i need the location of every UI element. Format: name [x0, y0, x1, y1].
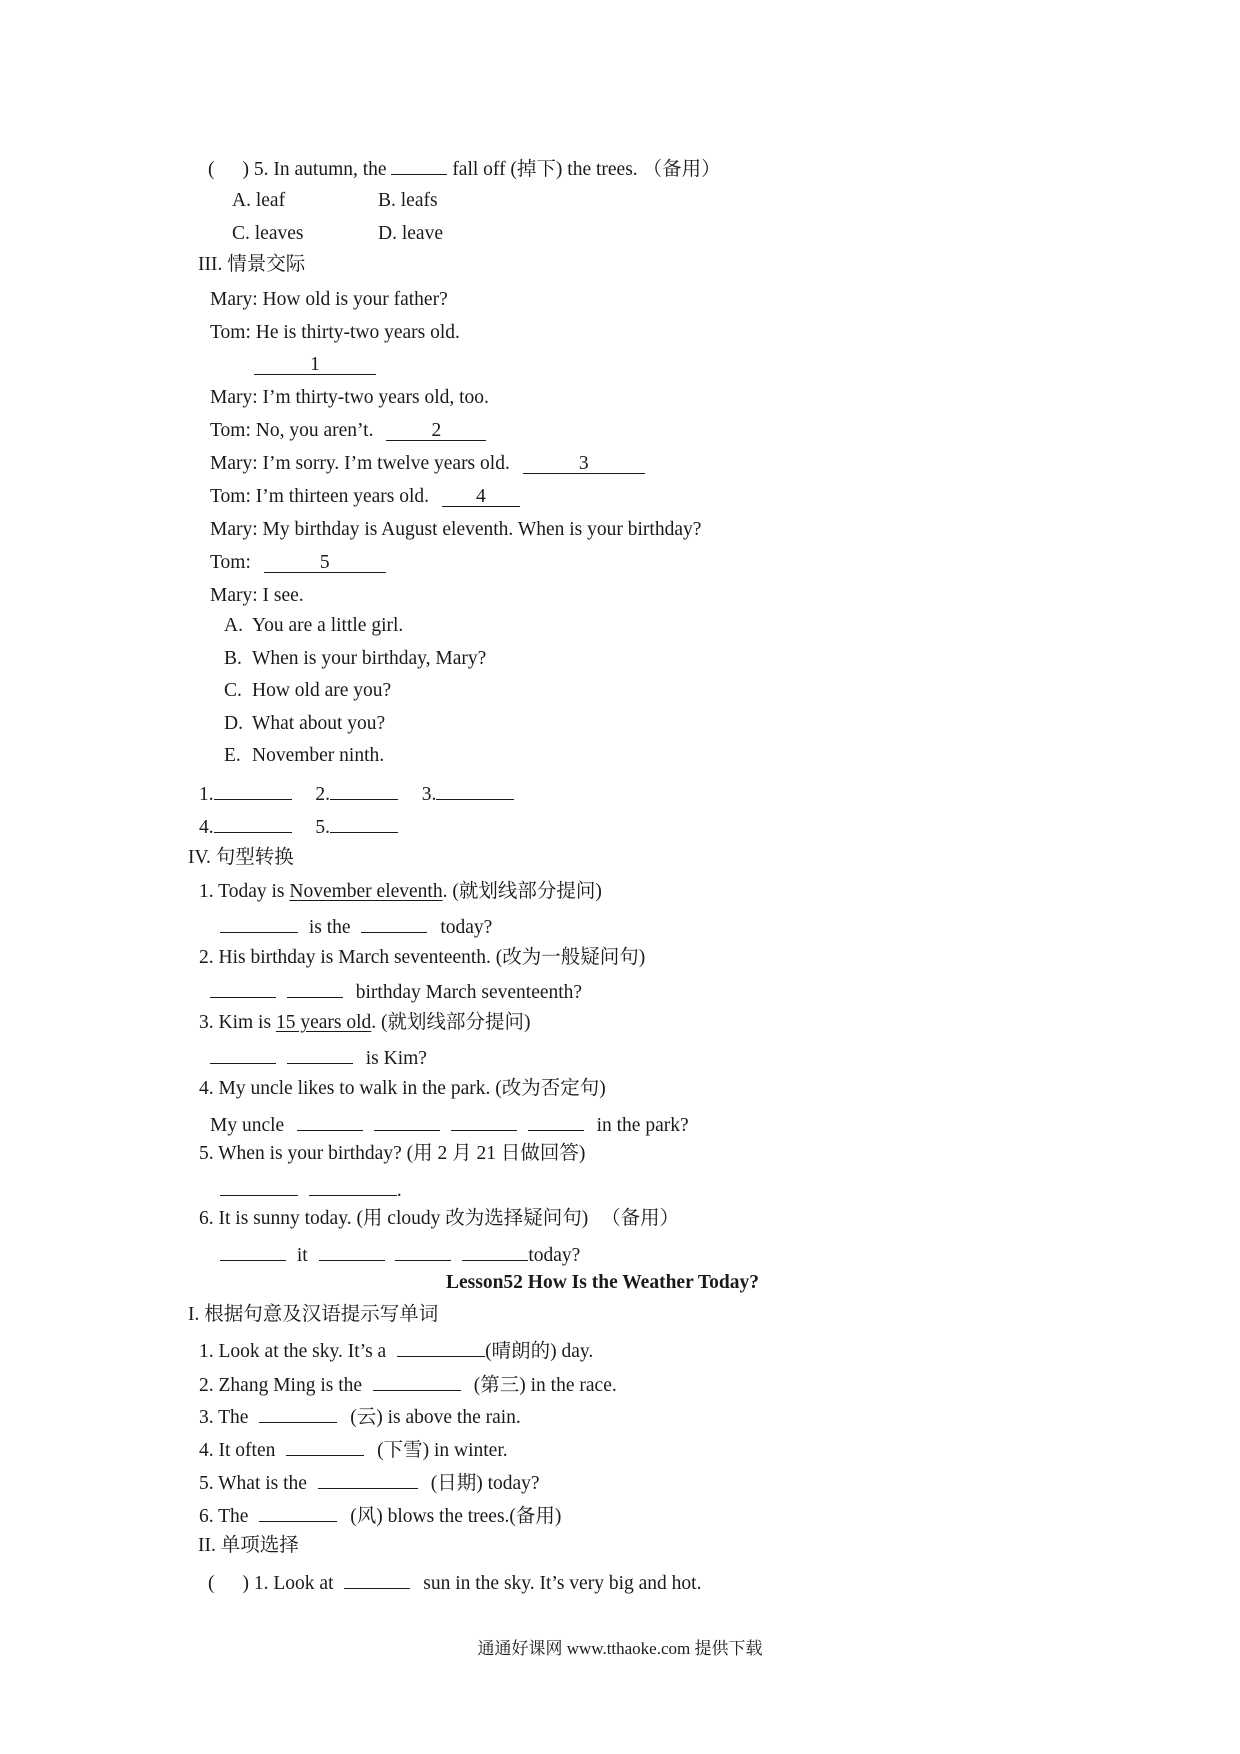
transform-q5: 5. When is your birthday? (用 2 月 21 日做回答) [199, 1143, 586, 1164]
transform-q1-answer: is the today? [220, 912, 492, 941]
answer-blank-1[interactable] [214, 779, 292, 800]
transform-q3: 3. Kim is 15 years old. (就划线部分提问) [199, 1012, 531, 1033]
dialog-line-6: Tom: I’m thirteen years old. 4 [210, 484, 520, 510]
paren-close: ) [242, 159, 249, 180]
dialog-line-9: Mary: I see. [210, 585, 304, 606]
dialog-line-8: Tom: 5 [210, 550, 386, 576]
dialog-line-2: Tom: He is thirty-two years old. [210, 322, 460, 343]
blank-5[interactable]: 5 [264, 552, 386, 573]
question-text-b: fall off (掉下) the trees. [452, 159, 638, 180]
answer-blank[interactable] [391, 154, 447, 175]
transform-q4: 4. My uncle likes to walk in the park. (改为否定句) [199, 1078, 606, 1099]
transform-q3-answer: is Kim? [210, 1043, 427, 1072]
answer-blank-2[interactable] [330, 779, 398, 800]
answer-blank-3[interactable] [436, 779, 514, 800]
option-a: A. leaf [232, 190, 286, 211]
answer-blank-5[interactable] [330, 812, 398, 833]
option-b: B. leafs [378, 190, 438, 211]
transform-q2: 2. His birthday is March seventeenth. (改为一般疑问句) [199, 947, 646, 968]
choice-e: E. November ninth. [224, 745, 385, 766]
transform-q5-answer: . [220, 1175, 402, 1204]
dialog-line-1: Mary: How old is your father? [210, 289, 448, 310]
section-4-heading: IV. 句型转换 [188, 847, 294, 868]
dialog-line-5: Mary: I’m sorry. I’m twelve years old. 3 [210, 451, 645, 477]
lesson-title: Lesson52 How Is the Weather Today? [446, 1272, 759, 1293]
option-d: D. leave [378, 223, 443, 244]
word-q5: 5. What is the (日期) today? [199, 1468, 540, 1497]
question-text-a: In autumn, the [273, 159, 387, 180]
choice-a: A. You are a little girl. [224, 615, 404, 636]
blank-1[interactable]: 1 [254, 354, 376, 375]
question-5-line [208, 154, 721, 183]
answer-blank-4[interactable] [214, 812, 292, 833]
word-q2: 2. Zhang Ming is the (第三) in the race. [199, 1370, 617, 1399]
answer-row-2: 4. 5. [199, 812, 398, 841]
transform-q6-answer: it today? [220, 1240, 580, 1269]
transform-q6: 6. It is sunny today. (用 cloudy 改为选择疑问句) （备用） [199, 1208, 680, 1229]
blank-3[interactable]: 3 [523, 453, 645, 474]
mc-q1: ( ) 1. Look at sun in the sky. It’s very big and hot. [208, 1568, 701, 1597]
paren-open: ( [208, 159, 215, 180]
question-number: 5. [253, 159, 269, 180]
choice-d: D. What about you? [224, 713, 386, 734]
word-q1: 1. Look at the sky. It’s a (晴朗的) day. [199, 1336, 593, 1365]
lesson-section-1-heading: I. 根据句意及汉语提示写单词 [188, 1304, 439, 1325]
dialog-line-3: Mary: I’m thirty-two years old, too. [210, 387, 489, 408]
blank-4[interactable]: 4 [442, 486, 520, 507]
choice-c: C. How old are you? [224, 680, 392, 701]
answer-row-1: 1. 2. 3. [199, 779, 514, 808]
dialog-line-4: Tom: No, you aren’t. 2 [210, 418, 486, 444]
lesson-section-2-heading: II. 单项选择 [198, 1535, 299, 1556]
dialog-blank-1 [254, 352, 376, 378]
question-note: （备用） [642, 159, 721, 180]
transform-q4-answer: My uncle in the park? [210, 1110, 689, 1139]
transform-q2-answer: birthday March seventeenth? [210, 977, 582, 1006]
blank-2[interactable]: 2 [386, 420, 486, 441]
word-q3: 3. The (云) is above the rain. [199, 1402, 521, 1431]
dialog-line-7: Mary: My birthday is August eleventh. When is your birthday? [210, 519, 702, 540]
word-q4: 4. It often (下雪) in winter. [199, 1435, 508, 1464]
option-c: C. leaves [232, 223, 304, 244]
word-q6: 6. The (风) blows the trees.(备用) [199, 1501, 561, 1530]
choice-b: B. When is your birthday, Mary? [224, 648, 487, 669]
footer-credit: 通通好课网 www.tthaoke.com 提供下载 [477, 1639, 763, 1658]
section-3-heading: III. 情景交际 [198, 254, 306, 275]
transform-q1: 1. Today is November eleventh. (就划线部分提问) [199, 881, 602, 902]
